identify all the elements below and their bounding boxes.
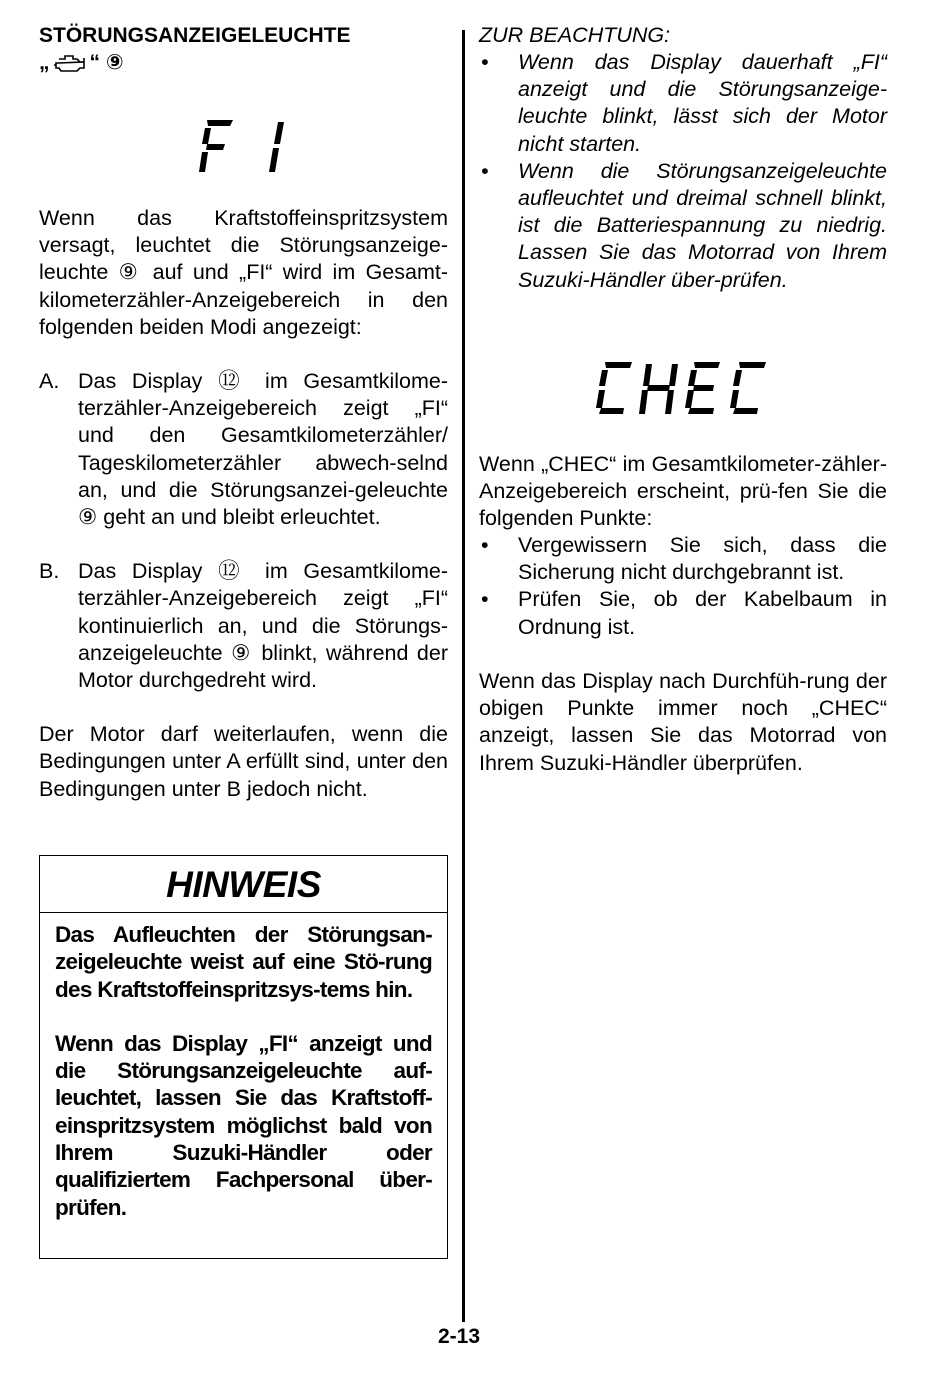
mode-b-marker: B.: [39, 559, 60, 584]
page-number: 2-13: [438, 1325, 481, 1348]
mode-a-marker: A.: [39, 369, 60, 394]
list-item: [479, 49, 887, 158]
hinweis-paragraph-1: Das Aufleuchten der Störungsan-zeigeleuchte weist auf eine Stö-rung des Kraftstoffeinspritzsys-tems hin.: [55, 922, 432, 1002]
column-divider: [462, 30, 465, 1322]
heading-close-quote: “ ⑨: [89, 51, 124, 74]
engine-warning-icon: [53, 53, 87, 73]
list-item: [479, 532, 887, 586]
check-bullet-2: Prüfen Sie, ob der Kabelbaum in Ordnung ist.: [518, 587, 887, 639]
fi-display-illustration: [198, 118, 294, 174]
hinweis-paragraph-2: Wenn das Display „FI“ anzeigt und die Störungsanzeigeleuchte auf-leuchtet, lassen Sie das Kraftstoff-einspritzsystem möglichst bald von Ihrem Suzuki-Händler oder qualifiziertem Fachpersonal über-prüfen.: [55, 1030, 432, 1220]
list-item: [479, 158, 887, 294]
mode-b-text: Das Display ⑫ im Gesamtkilome-terzähler-Anzeigebereich zeigt „FI“ kontinuierlich an, und die Störungs-anzeigeleuchte ⑨ blinkt, während der Motor durchgedreht wird.: [78, 559, 448, 693]
bullet-dot: •: [481, 50, 489, 74]
left-body: [39, 205, 448, 803]
heading-title: STÖRUNGSANZEIGELEUCHTE: [39, 24, 351, 47]
mode-b-item: [39, 558, 448, 694]
note-bullet-2: Wenn die Störungsanzeigeleuchte aufleuchtet und dreimal schnell blinkt, ist die Batteriespannung zu niedrig. Lassen Sie das Motorrad von Ihrem Suzuki-Händler über-prüfen.: [518, 158, 887, 292]
list-item: [479, 586, 887, 640]
closing-paragraph: Der Motor darf weiterlaufen, wenn die Bedingungen unter A erfüllt sind, unter den Bedingungen unter B jedoch nicht.: [39, 722, 448, 801]
chec-closing-paragraph: Wenn das Display nach Durchfüh-rung der obigen Punkte immer noch „CHEC“ anzeigt, lassen Sie das Motorrad von Ihrem Suzuki-Händler überprüfen.: [479, 669, 887, 775]
note-bullet-1: Wenn das Display dauerhaft „FI“ anzeigt und die Störungsanzeige-leuchte blinkt, lässt sich der Motor nicht starten.: [518, 50, 887, 156]
heading-line2: [39, 49, 351, 76]
hinweis-box: [39, 855, 448, 1259]
check-bullet-list: [479, 532, 887, 641]
note-title: ZUR BEACHTUNG:: [479, 23, 671, 47]
note-bullet-list: [479, 49, 887, 294]
section-heading: [39, 22, 351, 76]
bullet-dot: •: [481, 587, 489, 612]
chec-display-illustration: [596, 360, 772, 416]
check-bullet-1: Vergewissern Sie sich, dass die Sicherung nicht durchgebrannt ist.: [518, 533, 887, 585]
fi-intro-paragraph: Wenn das Kraftstoffeinspritzsystem versagt, leuchtet die Störungsanzeige-leuchte ⑨ auf und „FI“ wird im Gesamt-kilometerzähler-Anzeigebereich in den folgenden beiden Modi angezeigt:: [39, 206, 448, 339]
heading-open-quote: „: [39, 51, 50, 74]
bullet-dot: •: [481, 158, 489, 183]
bullet-dot: •: [481, 533, 489, 557]
mode-a-text: Das Display ⑫ im Gesamtkilome-terzähler-Anzeigebereich zeigt „FI“ und den Gesamtkilometerzähler/ Tageskilometerzähler abwech-selnd an, und die Störungsanzei-geleuchte ⑨ geht an und bleibt erleuchtet.: [78, 369, 448, 530]
hinweis-title: HINWEIS: [40, 856, 447, 913]
mode-a-item: [39, 368, 448, 531]
chec-intro-paragraph: Wenn „CHEC“ im Gesamtkilometer-zähler-Anzeigebereich erscheint, prü-fen Sie die folgenden Punkte:: [479, 452, 887, 531]
